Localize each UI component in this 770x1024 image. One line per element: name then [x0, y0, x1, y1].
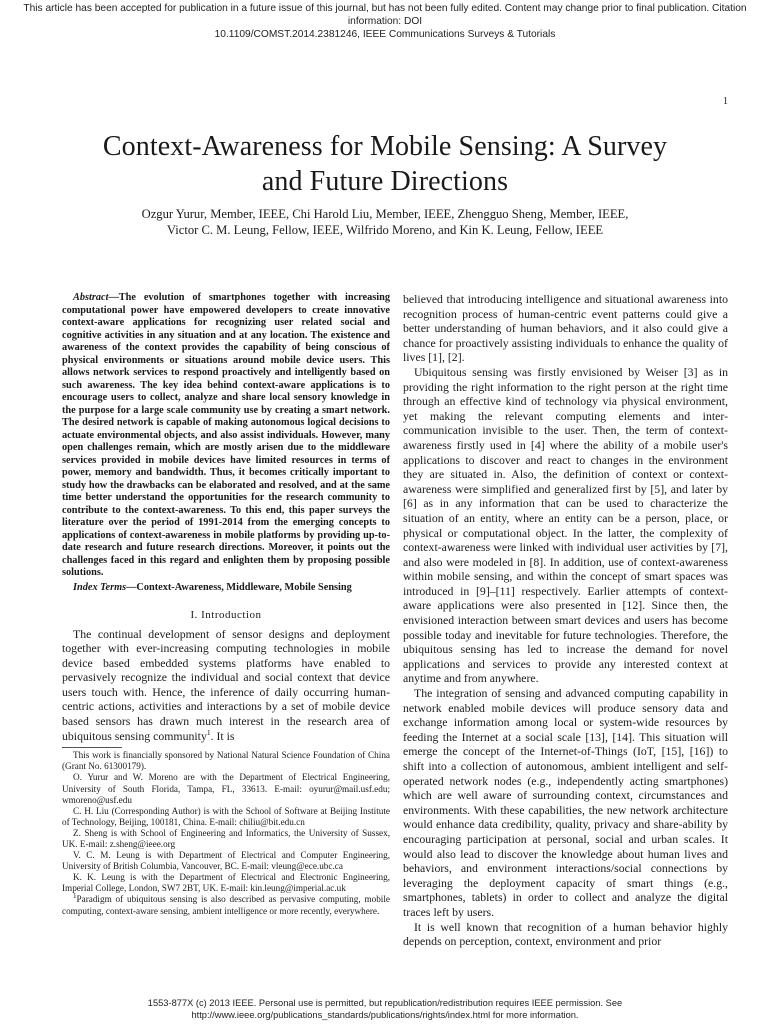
footnote-ref: 1: [206, 727, 211, 737]
footnote-mark: 1: [73, 892, 77, 901]
index-terms-lead: Index Terms: [73, 581, 127, 593]
page-number: 1: [723, 96, 728, 107]
copyright-line-2: http://www.ieee.org/publications_standards/publications/rights/index.html for more information.: [191, 1010, 579, 1020]
title-line-1: Context-Awareness for Mobile Sensing: A Survey: [102, 131, 668, 162]
notice-line-1: This article has been accepted for publication in a future issue of this journal, but has not been fully edited. Content may change prior to final publication. Citation information: DOI: [23, 3, 747, 27]
paper-title: [60, 129, 710, 199]
intro-paragraph-tail: . It is: [210, 728, 235, 743]
footnote-ubiquitous-text: Paradigm of ubiquitous sensing is also described as pervasive computing, mobile computing, context-aware sensing, ambient intelligence or more recently, everywhere.: [62, 894, 390, 916]
intro-paragraph-text: The continual development of sensor designs and deployment together with ever-increasing computing technologies in mobile device based embedded systems platforms have enabled to pervasively recognize the individual and social context that device users touch with. Hence, the inference of daily occurring human-centric actions, activities and interactions by a set of mobile device based sensors has drawn much interest in the research area of ubiquitous sensing community: [62, 626, 390, 743]
notice-line-2: 10.1109/COMST.2014.2381246, IEEE Communications Surveys & Tutorials: [214, 29, 556, 40]
index-terms-text: —Context-Awareness, Middleware, Mobile Sensing: [126, 581, 352, 593]
authors-line-1: Ozgur Yurur, Member, IEEE, Chi Harold Liu, Member, IEEE, Zhengguo Sheng, Member, IEEE,: [141, 207, 629, 221]
abstract: [62, 292, 390, 580]
footnote-divider: [62, 747, 122, 748]
body-paragraph: The integration of sensing and advanced computing capability in network enabled mobile devices will produce sensory data and exchange information among local or system-wide resources by feeding the Internet at a social scale [13], [14]. This situation will emerge the concept of the Internet-of-Things (IoT, [15], [16]) to shift into a collection of autonomous, ambient intelligent and self-operated network nodes (e.g., independently acting smartphones) which are well aware of surrounding context, circumstances and environments. With these capabilities, the new network architecture would enhance data credibility, quality, privacy and share-ability by encouraging participation at personal, social and urban scales. It would also lead to discover the knowledge about human lives and behaviors, and environment interactions/social connections by leveraging the deployment capacity of smart things (e.g., smartphones, tablets) in order to collect and analyze the digital traces left by users.: [403, 686, 728, 919]
section-heading-introduction: I. Introduction: [190, 609, 262, 621]
body-paragraph: believed that introducing intelligence and situational awareness into recognition process of human-centric event patterns could give a better understanding of human behaviors, and it also could give a chance for proactively assisting individuals to enhance the quality of lives [1], [2].: [403, 292, 728, 365]
publication-notice: [0, 2, 770, 41]
index-terms: [62, 582, 390, 595]
footnote-affiliation-sheng: Z. Sheng is with School of Engineering and Informatics, the University of Sussex, UK. E-mail: z.sheng@ieee.org: [62, 827, 390, 849]
abstract-lead: Abstract: [73, 292, 109, 303]
intro-paragraph: [62, 627, 390, 744]
left-column: [62, 292, 390, 917]
copyright-line-1: 1553-877X (c) 2013 IEEE. Personal use is permitted, but republication/redistribution requires IEEE permission. See: [147, 998, 623, 1008]
right-column: [403, 292, 728, 949]
footnote-affiliation-yurur-moreno: O. Yurur and W. Moreno are with the Department of Electrical Engineering, University of South Florida, Tampa, FL, 33613. E-mail: oyurur@mail.usf.edu; wmoreno@usf.edu: [62, 772, 390, 805]
footnote-affiliation-vleung: V. C. M. Leung is with Department of Electrical and Computer Engineering, University of British Columbia, Vancouver, BC. E-mail: vleung@ece.ubc.ca: [62, 850, 390, 872]
title-line-2: and Future Directions: [261, 166, 509, 197]
copyright-footer: [0, 997, 770, 1021]
abstract-text: —The evolution of smartphones together with increasing computational power have empowered developers to create innovative context-aware applications for recognizing user related social and cognitive activities in any situation and at any location. The existence and awareness of the context provides the capability of being conscious of physical environments or situations around mobile device users. This allows network services to respond proactively and intelligently based on such awareness. The key idea behind context-aware applications is to encourage users to collect, analyze and share local sensory knowledge in the purpose for a large scale community use by creating a smart network. The desired network is capable of making autonomous logical decisions to actuate environmental objects, and also assist individuals. However, many open challenges remain, which are mostly arisen due to the middleware services provided in mobile devices have limited resources in terms of power, memory and bandwidth. Thus, it becomes critically important to study how the drawbacks can be elaborated and resolved, and at the same time better understand the opportunities for the research community to contribute to the context-awareness. To this end, this paper surveys the literature over the period of 1991-2014 from the emerging concepts to applications of context-awareness in mobile platforms by providing up-to-date research and future research directions. Moreover, it points out the challenges faced in this regard and enlighten them by proposing possible solutions.: [62, 292, 390, 578]
author-list: [40, 206, 730, 238]
footnote-ubiquitous-sensing: [62, 894, 390, 916]
body-paragraph: It is well known that recognition of a human behavior highly depends on perception, context, environment and prior: [403, 919, 728, 949]
footnote-affiliation-kleung: K. K. Leung is with the Department of Electrical and Electronic Engineering, Imperial College, London, SW7 2BT, UK. E-mail: kin.leung@imperial.ac.uk: [62, 872, 390, 894]
body-paragraph: Ubiquitous sensing was firstly envisioned by Weiser [3] as in providing the right information to the right person at the right time through an effective kind of technology via physical environment, yet making the relevant computing elements and inter-communication invisible to the user. Then, the term of context-awareness firstly used in [4] where the ability of a mobile user's applications to discover and react to changes in the environment they are situated in. Also, the definition of context or context-awareness were simplified and generalized first by [5], and later by [6] as in any information that can be used to characterize the situation of an entity, where an entity can be a person, place, or physical or computational object. In the latter, the complexity of context-awareness were linked with individual user activities by [7], and also were modeled in [8]. In addition, use of context-awareness within mobile sensing, and within the concept of smart spaces was introduced in [9]–[11] respectively. Earlier attempts of context-aware applications were also presented in [12]. Since then, the envisioned interaction between smart devices and users has become possible today and inevitable for future technologies. Therefore, the ubiquitous sensing has led to increase the demand for novel applications and services to provide any interested context at anytime and from anywhere.: [403, 364, 728, 686]
footnote-affiliation-liu: C. H. Liu (Corresponding Author) is with the School of Software at Beijing Institute of Technology, Beijing, 100181, China. E-mail: chiliu@bit.edu.cn: [62, 805, 390, 827]
authors-line-2: Victor C. M. Leung, Fellow, IEEE, Wilfrido Moreno, and Kin K. Leung, Fellow, IEEE: [166, 223, 604, 237]
footnote-funding: This work is financially sponsored by National Natural Science Foundation of China (Grant No. 61300179).: [62, 750, 390, 772]
